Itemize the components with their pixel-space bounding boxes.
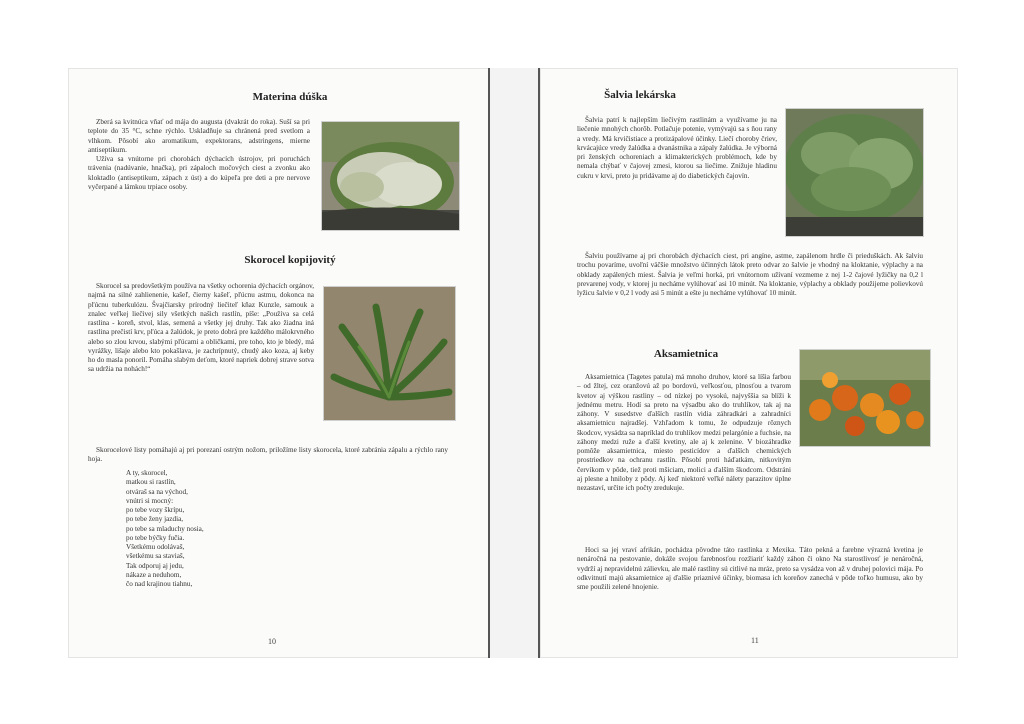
sage-photo <box>785 108 924 237</box>
plantain-poem <box>126 469 204 589</box>
marigold-paragraph-2-wrap <box>577 546 923 592</box>
section-title-plantain: Skorocel kopijovitý <box>244 254 336 266</box>
plantain-paragraph-2-wrap <box>88 446 448 465</box>
marigold-paragraph-1: Aksamietnica (Tagetes patula) má mnoho druhov, ktoré sa líšia farbou – od žltej, cez oranžovú až po bordovú, veľkosťou, plnosťou a tvarom kvetov aj výškou rastliny – od nízkej po vysokú, najvyššia sa blíži k jednému metru. Hodí sa preto na výsadbu ako do truhlíkov, tak aj na záhony. V susedstve ďalších rastlín vidia záhradkári a zahradníci aksamietnicu najradšej. Vzhľadom k tomu, že odpudzuje rôznych škodcov, vysádza sa napríklad do truhlíkov medzi pelargónie a fuchsie, na záhony medzi ruže a ďalší kvetiny, ale aj k zelenine. V biozáhradke pomôže aksamietnica, miesto pesticídov a ďalších chemických prostriedkov na ochranu rastlín. Pôsobí proti háďatkám, nitkovitým červíkom v pôde, tiež proti mšiciam, molici a ďalším škodcom. Odstráni aj plesne a hniloby z pôdy. Aj keď niektoré veľké nálety parazitov úplne nezastaví, určite ich počty zredukuje. <box>577 373 791 492</box>
poem-line: otváraš sa na východ, <box>126 487 188 496</box>
thyme-paragraph-2: Užíva sa vnútorne pri chorobách dýchacích ústrojov, pri poruchách trávenia (nadúvanie, hnačka), pri zápaloch močových ciest a zvonku ako kloktadlo (antiseptikum, zápach z úst) a do kúpeľa pre deti a pre nervove vyčerpané a lámkou trpiace osoby. <box>88 155 310 191</box>
poem-line: po tebe vozy škrípu, <box>126 506 185 514</box>
thyme-paragraph-1: Zberá sa kvitnúca vňať od mája do augusta (dvakrát do roka). Suší sa pri teplote do 35 °C, schne rýchlo. Uskladňuje sa chránená pred svetlom a vlhkom. Pôsobí ako aromatikum, expektorans, adstringens, mierne antiseptikum. <box>88 118 310 154</box>
sage-paragraph-2-wrap <box>577 252 923 298</box>
poem-line: nákaze a neduhom, <box>126 570 182 579</box>
page-number-right: 11 <box>751 636 759 645</box>
poem-line: vnútri si mocný: <box>126 496 174 505</box>
marigold-photo <box>799 349 931 447</box>
poem-line: čo nad krajinou tiahnu, <box>126 580 193 588</box>
book-gutter-shadow <box>490 68 538 658</box>
marigold-paragraph-2: Hoci sa jej vraví afrikán, pochádza pôvodne táto rastlinka z Mexika. Táto pekná a farebne výrazná kvetina je nenáročná na pestovanie, dokáže svojou farebnosťou rozžiariť každý záhon či okno Na starostlivosť je nenáročná, vydrží aj nepravidelnú zálievku, ale malé rastliny sú citlivé na mráz, preto sa vysádza von až v druhej polovici mája. Po odkvitnutí majú aksamietnice aj ďalšie priaznivé účinky, biomasa ich koreňov zanechá v pôde toľko humusu, ako by sme použili zelené hnojenie. <box>577 546 923 591</box>
poem-line: všetkému sa staviaš, <box>126 552 185 561</box>
plantain-paragraph-1: Skorocel sa predovšetkým používa na všetky ochorenia dýchacích orgánov, najmä na silné zahlienenie, kašeľ, čierny kašeľ, pľúcnu astmu, dokonca na pľúcnu tuberkulózu. Švajčiarsky prírodný liečiteľ kňaz Kunzle, samouk a znalec veľkej liečivej sily všetkých našich rastlín, píše: „Používa sa celá rastlina - koreň, stvol, klas, semená a všetky jej druhy. Tak ako žiadna iná rastlina prečistí krv, pľúca a žalúdok, je preto dobrá pre každého málokrvného alebo so zlou krvou, slabými pľúcami a obličkami, pre toho, kto je bledý, má vyrážky, lišaje alebo kto pokašlava, je zachrípnutý, chudý ako koza, aj keby ho do masla ponoril. Pomáha slabým deťom, ktoré napriek dobrej strave sotva sa udržia na nohách!“ <box>88 282 314 374</box>
sage-paragraph-1-wrap <box>577 116 777 181</box>
page-number-left: 10 <box>268 637 276 646</box>
poem-line: Všetkému odolávaš, <box>126 543 185 551</box>
sage-paragraph-1: Šalvia patrí k najlepším liečivým rastlinám a využívame ju na liečenie mnohých chorôb. Potlačuje potenie, vymývajú sa s ňou rany a vredy. Má krvičistiace a protizápalové účinky. Liečí choroby čriev, krvácajúce vredy žalúdka a dvanástnika a zápaly žalúdka. Je výborná pri ženských ochoreniach a klimakterických problémoch, kde by nemala chýbať v čajovej zmesi, ktorou sa liečime. Znižuje hladinu cukru v krvi, preto ju pridávame aj do diabetických čajovín. <box>577 116 777 180</box>
thyme-text <box>88 118 310 192</box>
plantain-paragraph-1-wrap <box>88 282 314 375</box>
thyme-photo <box>321 121 460 231</box>
section-title-sage: Šalvia lekárska <box>604 89 676 101</box>
poem-line: po tebe ženy jazdia, <box>126 515 184 524</box>
section-title-thyme: Materina dúška <box>252 91 328 103</box>
poem-line: po tebe sa mladuchy nosia, <box>126 524 204 533</box>
plantain-photo <box>323 286 456 421</box>
section-title-marigold: Aksamietnica <box>653 348 719 360</box>
marigold-paragraph-1-wrap <box>577 373 791 493</box>
poem-line: Tak odporuj aj jedu, <box>126 561 184 570</box>
poem-line: po tebe býčky fučia. <box>126 533 185 542</box>
plantain-paragraph-2: Skorocelové listy pomáhajú aj pri porezaní ostrým nožom, priložíme listy skorocela, ktoré zabránia zápalu a rýchlo rany hoja. <box>88 446 448 464</box>
poem-line: A ty, skorocel, <box>126 469 168 477</box>
poem-line: matkou si rastlín, <box>126 478 176 487</box>
sage-paragraph-2: Šalviu používame aj pri chorobách dýchacích ciest, pri angíne, astme, zapálenom hrdle či prieduškách. Ak šalviu trochu povaríme, uvoľní väčšie množstvo účinných látok preto odvar zo šalvie je vhodný na kloktanie, výplachy a na obklady zapálených miest. Šalvia je veľmi horká, pri vnútornom užívaní vezmeme z nej 1-2 čajové lyžičky na 0,2 l prevarenej vody, v ktorej ju necháme vylúhovať asi 10 minút. Na kloktanie, výplachy a obklady použijeme polievkovú lyžicu šalvie v 0,2 l vody asi 5 minút a ešte ju necháme vylúhovať 10 minút. <box>577 252 923 297</box>
left-page-edge <box>488 68 490 658</box>
